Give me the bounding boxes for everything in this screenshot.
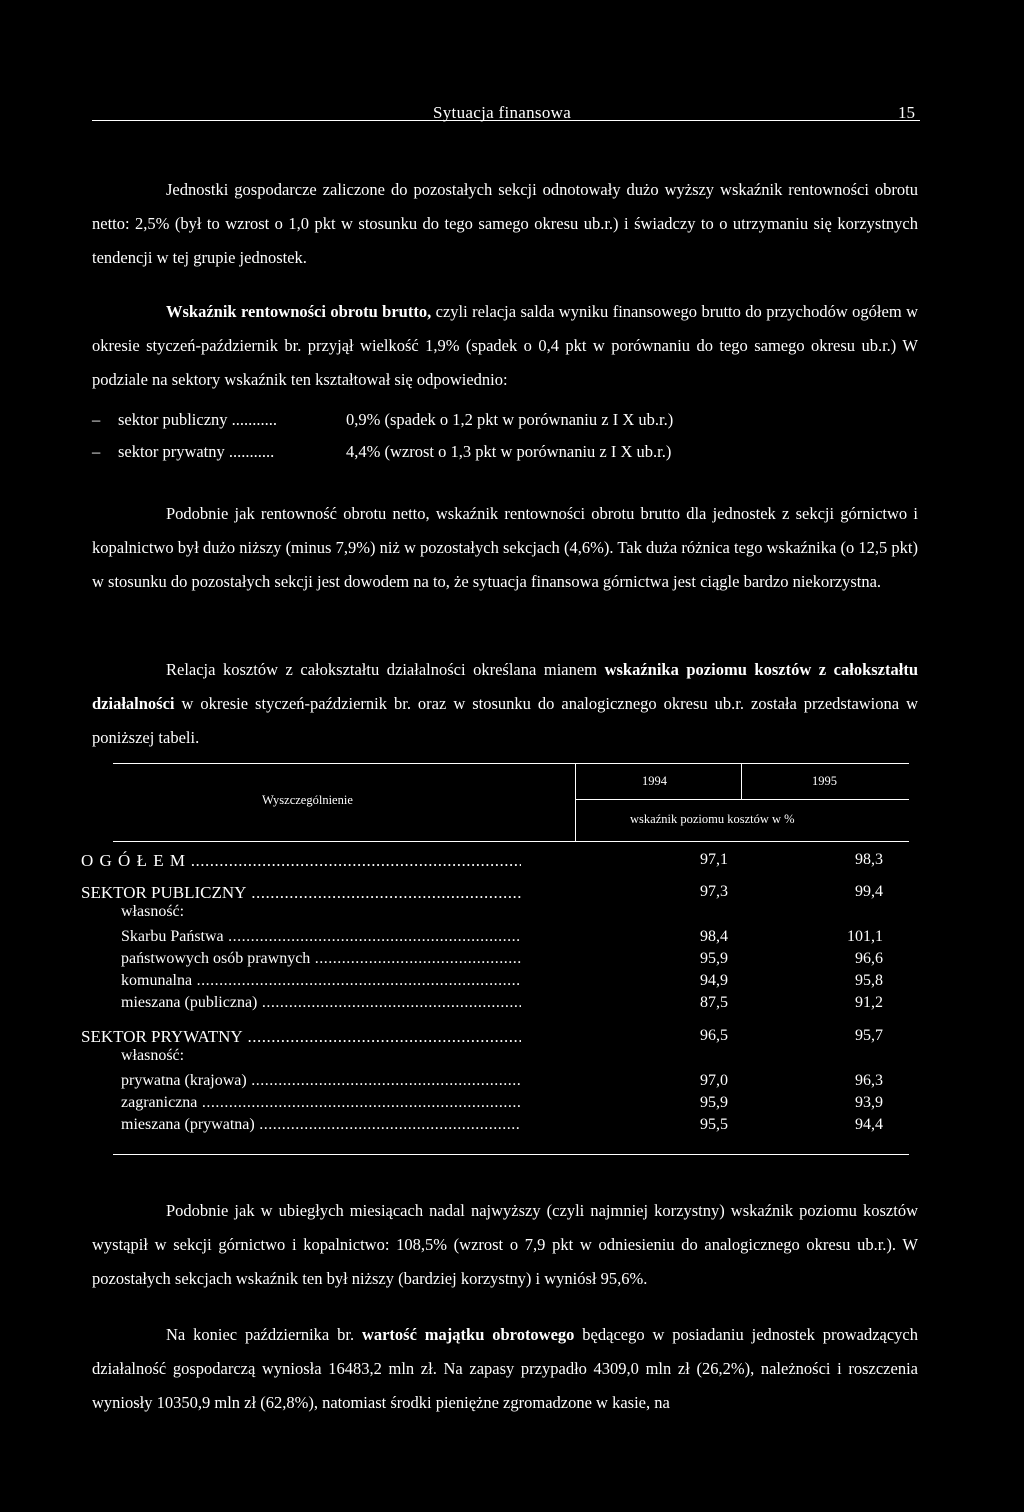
- value-1994: 97,3: [700, 883, 728, 900]
- list-dash: –: [92, 442, 101, 461]
- sector-name: sektor prywatny ...........: [118, 442, 275, 461]
- table-row: [81, 851, 909, 873]
- paragraph-2-bold: Wskaźnik rentowności obrotu brutto,: [166, 302, 432, 321]
- paragraph-5-text: Podobnie jak w ubiegłych miesiącach nadal najwyższy (czyli najmniej korzystny) wskaźnik poziomu kosztów wystąpił w sekcji górnictwo i kopalnictwo: 108,5% (wzrost o 7,9 pkt w odniesieniu do analogicznego okresu ub.r.). W pozostałych sekcjach wskaźnik ten był niższy (bardziej korzystny) i wyniósł 95,6%.: [92, 1201, 918, 1288]
- sector-value: 4,4% (wzrost o 1,3 pkt w porównaniu z I X ub.r.): [346, 442, 672, 461]
- page-number: 15: [898, 103, 915, 122]
- value-1994: 96,5: [700, 1027, 728, 1044]
- value-1995: 99,4: [855, 883, 883, 900]
- value-1994: 95,9: [700, 1094, 728, 1111]
- sector-name: sektor publiczny ...........: [118, 410, 278, 429]
- paragraph-3: [92, 497, 918, 599]
- row-label: Skarbu Państwa .....: [121, 928, 521, 946]
- paragraph-4-text-a: Relacja kosztów z całokształtu działalności określana mianem: [166, 660, 605, 679]
- value-1995: 94,4: [855, 1116, 883, 1133]
- table-row: [113, 994, 909, 1016]
- table-top-rule: [113, 763, 909, 764]
- paragraph-2-text: czyli relacja salda wyniku finansowego brutto do przychodów ogółem w okresie styczeń-październik br. przyjął wielkość 1,9% (spadek o 0,4 pkt w porównaniu do tego samego okresu ub.r.) W podziale na sektory wskaźnik ten kształtował się odpowiednio:: [92, 302, 918, 389]
- paragraph-2: [92, 295, 918, 397]
- table-row: [113, 928, 909, 950]
- table-row: [113, 950, 909, 972]
- row-label: państwowych osób prawnych .....: [121, 950, 521, 968]
- paragraph-5: [92, 1194, 918, 1296]
- table-row: [113, 903, 909, 925]
- list-dash: –: [92, 410, 101, 429]
- table-year-divider: [741, 763, 742, 799]
- table-row: [81, 883, 909, 905]
- table-row: [113, 1116, 909, 1138]
- value-1995: 96,3: [855, 1072, 883, 1089]
- value-1994: 94,9: [700, 972, 728, 989]
- running-header-title: Sytuacja finansowa: [433, 103, 572, 122]
- column-header-label: Wyszczególnienie: [262, 793, 353, 807]
- row-label: własność:: [121, 903, 185, 920]
- value-1994: 87,5: [700, 994, 728, 1011]
- paragraph-6-text-a: Na koniec października br.: [166, 1325, 362, 1344]
- row-label: SEKTOR PRYWATNY .....: [81, 1027, 521, 1047]
- row-label: prywatna (krajowa) .....: [121, 1072, 521, 1090]
- value-1994: 97,1: [700, 851, 728, 868]
- row-label: mieszana (publiczna) .....: [121, 994, 521, 1012]
- table-row: [81, 1027, 909, 1049]
- row-label: zagraniczna .....: [121, 1094, 521, 1112]
- paragraph-4-bold: wskaźnika poziomu kosztów z całokształtu działalności: [92, 660, 918, 713]
- value-1995: 96,6: [855, 950, 883, 967]
- row-label: mieszana (prywatna) .....: [121, 1116, 521, 1134]
- table-row: [113, 1094, 909, 1116]
- paragraph-1-text: Jednostki gospodarcze zaliczone do pozostałych sekcji odnotowały dużo wyższy wskaźnik rentowności obrotu netto: 2,5% (był to wzrost o 1,0 pkt w stosunku do tego samego okresu ub.r.) i świadczy to o utrzymaniu się korzystnych tendencji w tej grupie jednostek.: [92, 180, 918, 267]
- table-bottom-rule: [113, 1154, 909, 1155]
- value-1995: 91,2: [855, 994, 883, 1011]
- value-1994: 95,9: [700, 950, 728, 967]
- sector-value: 0,9% (spadek o 1,2 pkt w porównaniu z I X ub.r.): [346, 410, 674, 429]
- paragraph-1: [92, 173, 918, 275]
- table-row: [113, 972, 909, 994]
- row-label: własność:: [121, 1047, 185, 1064]
- table-header-divider: [575, 763, 576, 841]
- paragraph-6: [92, 1318, 918, 1420]
- row-label: SEKTOR PUBLICZNY .....: [81, 883, 521, 903]
- year-1994-header: 1994: [642, 774, 667, 788]
- value-1995: 98,3: [855, 851, 883, 868]
- paragraph-4: [92, 653, 918, 755]
- table-header-rule: [113, 841, 909, 842]
- paragraph-3-text: Podobnie jak rentowność obrotu netto, wskaźnik rentowności obrotu brutto dla jednostek z sekcji górnictwo i kopalnictwo był dużo niższy (minus 7,9%) niż w pozostałych sekcjach (4,6%). Tak duża różnica tego wskaźnika (o 12,5 pkt) w stosunku do pozostałych sekcji jest dowodem na to, że sytuacja finansowa górnictwa jest ciągle bardzo niekorzystna.: [92, 504, 918, 591]
- value-1995: 95,8: [855, 972, 883, 989]
- paragraph-6-bold: wartość majątku obrotowego: [361, 1325, 575, 1344]
- table-row: [113, 1072, 909, 1094]
- year-1995-header: 1995: [812, 774, 837, 788]
- header-rule: [92, 120, 920, 121]
- paragraph-6-text-b: będącego w posiadaniu jednostek prowadzących działalność gospodarczą wyniosła 16483,2 mln zł. Na zapasy przypadło 4309,0 mln zł (26,2%), należności i roszczenia wyniosły 10350,9 mln zł (62,8%), natomiast środki pieniężne zgromadzone w kasie, na: [92, 1325, 918, 1412]
- paragraph-4-text-b: w okresie styczeń-październik br. oraz w stosunku do analogicznego okresu ub.r. została przedstawiona w poniższej tabeli.: [92, 694, 918, 747]
- value-1995: 101,1: [847, 928, 883, 945]
- row-label: O G Ó Ł E M .....: [81, 851, 521, 871]
- table-row: [113, 1047, 909, 1069]
- row-label: komunalna .....: [121, 972, 521, 990]
- value-1994: 95,5: [700, 1116, 728, 1133]
- value-1994: 97,0: [700, 1072, 728, 1089]
- unit-header: wskaźnik poziomu kosztów w %: [630, 812, 795, 826]
- value-1995: 95,7: [855, 1027, 883, 1044]
- value-1995: 93,9: [855, 1094, 883, 1111]
- table-year-rule: [575, 799, 909, 800]
- value-1994: 98,4: [700, 928, 728, 945]
